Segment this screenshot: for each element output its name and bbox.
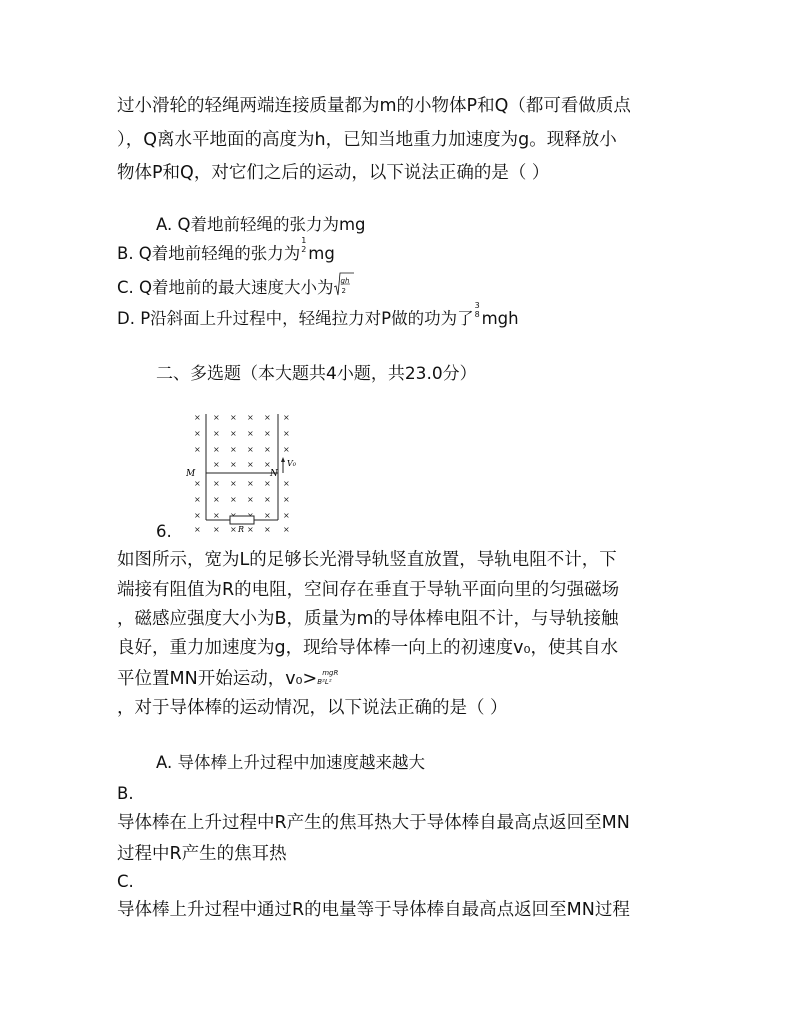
field-cross-mark: × [264, 445, 271, 454]
q5-option-d-text: D. P沿斜面上升过程中，轻绳拉力对P做的功为了 [117, 309, 474, 328]
q5-option-c-sqrt [334, 277, 352, 301]
field-cross-mark: × [213, 460, 220, 469]
q6-stem-line-3: ，磁感应强度大小为B，质量为m的导体棒电阻不计，与导轨接触 [117, 609, 619, 629]
q5-stem-line-1: 过小滑轮的轻绳两端连接质量都为m的小物体P和Q（都可看做质点 [117, 96, 631, 116]
q5-option-b-text: B. Q着地前轻绳的张力为 [117, 244, 301, 263]
q6-figure [186, 410, 296, 534]
fraction-numerator: 3 [474, 300, 480, 310]
q6-option-c-line-1: 导体棒上升过程中通过R的电量等于导体棒自最高点返回至MN过程 [117, 900, 630, 920]
q5-option-c [117, 276, 352, 301]
field-cross-mark: × [283, 525, 290, 534]
q6-number: 6. [156, 522, 172, 541]
field-cross-mark: × [283, 445, 290, 454]
field-cross-mark: × [247, 495, 254, 504]
field-cross-mark: × [283, 479, 290, 488]
q5-option-b-fraction [300, 235, 308, 267]
field-cross-mark: × [264, 413, 271, 422]
field-cross-mark: × [264, 495, 271, 504]
field-cross-mark: × [230, 495, 237, 504]
rail-magnetic-field-diagram [186, 410, 296, 534]
q6-option-a: A. 导体棒上升过程中加速度越来越大 [156, 753, 425, 772]
q5-stem-line-2: ），Q离水平地面的高度为h，已知当地重力加速度为g。现释放小 [117, 130, 617, 150]
q5-option-c-text: C. Q着地前的最大速度大小为 [117, 278, 334, 297]
q6-stem-line-5-text: 平位置MN开始运动，v₀> [117, 669, 318, 689]
field-cross-mark: × [194, 511, 201, 520]
radicand-denominator: 2 [341, 286, 346, 295]
label-n: N [270, 469, 278, 479]
label-v0: V₀ [287, 459, 296, 468]
field-cross-mark: × [230, 525, 237, 534]
field-cross-mark: × [194, 525, 201, 534]
label-r: R [238, 525, 245, 534]
resistor [230, 516, 254, 524]
field-cross-mark: × [194, 445, 201, 454]
q6-option-b-line-1: 导体棒在上升过程中R产生的焦耳热大于导体棒自最高点返回至MN [117, 813, 630, 833]
q5-option-d-fraction [474, 300, 482, 332]
field-cross-mark: × [247, 460, 254, 469]
q5-option-a: A. Q着地前轻绳的张力为mg [156, 215, 366, 234]
field-cross-mark: × [264, 511, 271, 520]
field-cross-mark: × [283, 511, 290, 520]
q5-option-d [117, 300, 519, 332]
q5-option-b [117, 235, 335, 267]
field-cross-mark: × [247, 479, 254, 488]
field-cross-mark: × [213, 495, 220, 504]
field-cross-mark: × [230, 429, 237, 438]
field-cross-mark: × [247, 445, 254, 454]
q5-option-b-unit: mg [308, 244, 335, 263]
field-cross-mark: × [247, 429, 254, 438]
field-cross-mark: × [230, 413, 237, 422]
fraction-denominator: 8 [474, 309, 480, 319]
field-cross-mark: × [264, 460, 271, 469]
field-cross-mark: × [283, 413, 290, 422]
fraction-numerator: mgR [322, 669, 339, 677]
q6-inequality-fraction [317, 667, 345, 691]
field-cross-mark: × [230, 479, 237, 488]
field-cross-mark: × [264, 525, 271, 534]
fraction-numerator: 1 [301, 235, 307, 245]
field-cross-mark: × [264, 479, 271, 488]
q5-option-d-unit: mgh [481, 309, 519, 328]
q6-option-b-line-2: 过程中R产生的焦耳热 [117, 844, 287, 864]
label-m: M [186, 469, 196, 479]
field-cross-mark: × [194, 429, 201, 438]
q6-stem-line-1: 如图所示，宽为L的足够长光滑导轨竖直放置，导轨电阻不计，下 [117, 550, 617, 570]
field-cross-mark: × [213, 445, 220, 454]
field-cross-mark: × [194, 479, 201, 488]
q6-option-c-label: C. [117, 872, 134, 891]
section-title: 二、多选题（本大题共4小题，共23.0分） [156, 364, 477, 384]
field-cross-mark: × [230, 445, 237, 454]
field-cross-mark: × [213, 429, 220, 438]
field-cross-mark: × [247, 525, 254, 534]
field-cross-mark: × [213, 525, 220, 534]
q6-stem-line-2: 端接有阻值为R的电阻，空间存在垂直于导轨平面向里的匀强磁场 [117, 580, 620, 600]
field-cross-mark: × [213, 511, 220, 520]
q6-stem-line-4: 良好，重力加速度为g，现给导体棒一向上的初速度v₀，使其自水 [117, 638, 618, 658]
radicand-numerator: gh [340, 276, 350, 285]
field-cross-mark: × [230, 460, 237, 469]
q6-stem-line-6: ，对于导体棒的运动情况，以下说法正确的是（ ） [117, 698, 508, 718]
field-cross-mark: × [213, 413, 220, 422]
field-cross-mark: × [264, 429, 271, 438]
field-cross-mark: × [213, 479, 220, 488]
fraction-denominator: 2 [301, 244, 307, 254]
q6-stem-line-5 [117, 667, 345, 691]
field-cross-mark: × [247, 413, 254, 422]
field-cross-mark: × [194, 413, 201, 422]
field-cross-mark: × [194, 495, 201, 504]
field-cross-mark: × [283, 429, 290, 438]
q6-option-b-label: B. [117, 784, 134, 803]
field-cross-mark: × [283, 495, 290, 504]
fraction-denominator: B²L² [317, 678, 332, 686]
arrow-head-icon [281, 457, 285, 462]
q5-stem-line-3: 物体P和Q，对它们之后的运动，以下说法正确的是（ ） [117, 163, 550, 183]
